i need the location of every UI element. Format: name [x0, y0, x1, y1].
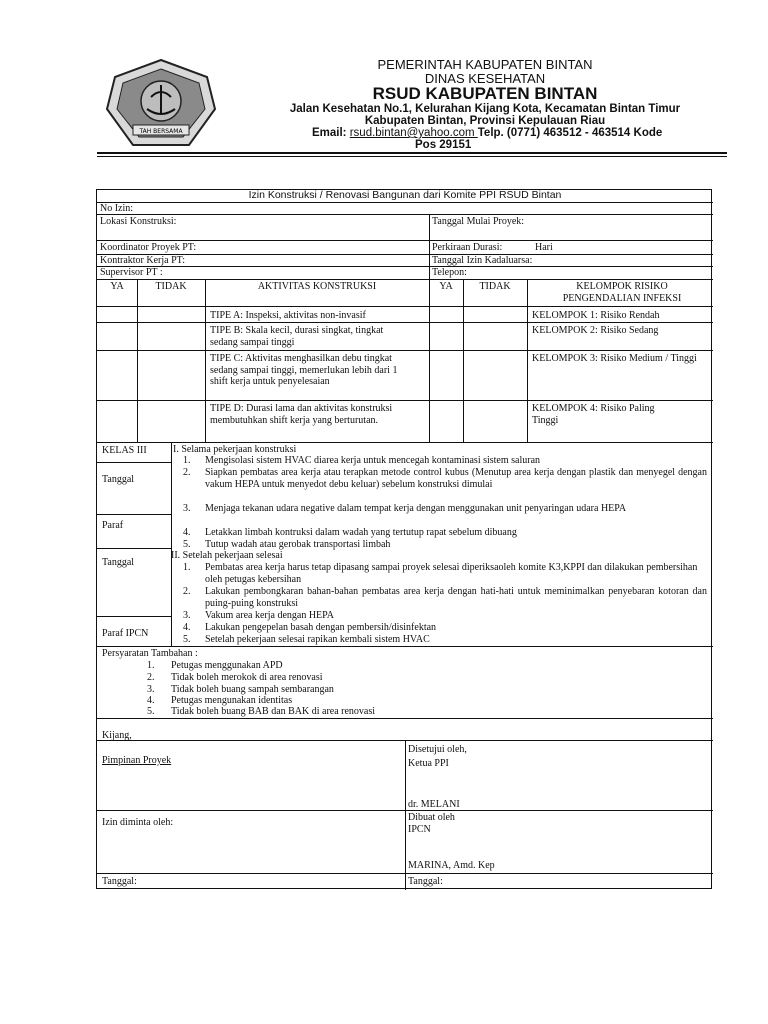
- sec2-item: Vakum area kerja dengan HEPA: [205, 610, 335, 621]
- syarat-item: Tidak boleh buang BAB dan BAK di area renovasi: [171, 706, 376, 717]
- hari-label: Hari: [535, 242, 553, 253]
- col-tidak-2: TIDAK: [479, 281, 511, 292]
- sec1-item: Letakkan limbah kontruksi dalam wadah yang tertutup rapat sebelum dibuang: [205, 527, 517, 538]
- tipe-a: TIPE A: Inspeksi, aktivitas non-invasif: [210, 310, 366, 321]
- phone-text: Telp. (0771) 463512 - 463514 Kode: [477, 127, 663, 139]
- pimpinan-label: Pimpinan Proyek: [102, 755, 172, 766]
- telepon-label: Telepon:: [432, 267, 467, 278]
- disetujui-label: Disetujui oleh,: [408, 744, 467, 755]
- side-paraf: Paraf: [102, 520, 124, 531]
- header-postcode: Pos 29151: [415, 139, 472, 151]
- email-label: Email:: [312, 127, 347, 139]
- tanggal-mulai-label: Tanggal Mulai Proyek:: [432, 216, 525, 227]
- dibuat-label: Dibuat oleh: [408, 812, 455, 823]
- kelompok-2: KELOMPOK 2: Risiko Sedang: [532, 325, 659, 336]
- sec2-item: Lakukan pembongkaran bahan-bahan pembatas area kerja dengan hati-hati untuk meminimalkan penyebaran kotoran dan puing-puing konstruksi: [205, 586, 707, 609]
- koordinator-label: Koordinator Proyek PT:: [100, 242, 197, 253]
- marina-name: MARINA, Amd. Kep: [408, 860, 495, 871]
- sec2-title: II. Setelah pekerjaan selesai: [171, 550, 283, 561]
- logo-text: TAH BERSAMA: [139, 128, 183, 135]
- supervisor-label: Supervisor PT :: [100, 267, 163, 278]
- kontraktor-label: Kontraktor Kerja PT:: [100, 255, 186, 266]
- perkiraan-label: Perkiraan Durasi:: [432, 242, 503, 253]
- col-ya-1: YA: [110, 281, 124, 292]
- header-title: RSUD KABUPATEN BINTAN: [372, 84, 598, 103]
- header-address1: Jalan Kesehatan No.1, Kelurahan Kijang Kota, Kecamatan Bintan Timur: [289, 103, 681, 115]
- tipe-d: TIPE D: Durasi lama dan aktivitas konstruksi membutuhkan shift kerja yang berturutan.: [210, 403, 393, 426]
- header-line2: DINAS KESEHATAN: [424, 71, 546, 86]
- syarat-item: Petugas mengunakan identitas: [171, 695, 293, 706]
- syarat-item: Tidak boleh buang sampah sembarangan: [171, 684, 334, 695]
- col-kelompok: KELOMPOK RISIKO PENGENDALIAN INFEKSI: [562, 281, 682, 304]
- header-line1: PEMERINTAH KABUPATEN BINTAN: [377, 57, 593, 72]
- tanggal-kadaluarsa-label: Tanggal Izin Kadaluarsa:: [432, 255, 533, 266]
- sec2-item: Lakukan pengepelan basah dengan pembersih/disinfektan: [205, 622, 437, 633]
- tanggal-right: Tanggal:: [408, 876, 443, 887]
- tanggal-left: Tanggal:: [102, 876, 137, 887]
- rsud-logo: [103, 57, 219, 151]
- syarat-item: Petugas menggunakan APD: [171, 660, 283, 671]
- col-tidak-1: TIDAK: [155, 281, 187, 292]
- col-aktivitas: AKTIVITAS KONSTRUKSI: [257, 281, 377, 292]
- sec1-item: Siapkan pembatas area kerja atau terapkan metode control kubus (Menutup area kerja dengan plastik dan menyegel dengan vakum HEPA untuk menyedot debu keluar) sebelum konstruksi dimulai: [205, 467, 707, 490]
- sec2-item: Setelah pekerjaan selesai rapikan kembali sistem HVAC: [205, 634, 430, 645]
- tipe-c: TIPE C: Aktivitas menghasilkan debu tingkat sedang sampai tinggi, memerlukan lebih dari 1 shift kerja untuk penyelesaian: [210, 353, 398, 387]
- sec1-title: I. Selama pekerjaan konstruksi: [173, 444, 297, 455]
- dr-name: dr. MELANI: [408, 799, 460, 810]
- side-tanggal-1: Tanggal: [102, 474, 135, 485]
- side-kelas: KELAS III: [102, 445, 147, 456]
- kelompok-4: KELOMPOK 4: Risiko Paling Tinggi: [532, 403, 655, 426]
- syarat-title: Persyaratan Tambahan :: [102, 648, 198, 659]
- kelompok-1: KELOMPOK 1: Risiko Rendah: [532, 310, 660, 321]
- sec2-item: Pembatas area kerja harus tetap dipasang sampai proyek selesai diperiksaoleh komite K3,KPPI dan dilakukan pembersihan oleh petugas kebersihan: [205, 562, 698, 585]
- ketua-label: Ketua PPI: [408, 758, 449, 769]
- syarat-item: Tidak boleh merokok di area renovasi: [171, 672, 323, 683]
- sec1-item: Menjaga tekanan udara negative dalam tempat kerja dengan menggunakan unit penyaringan udara HEPA: [205, 503, 627, 514]
- izin-diminta-label: Izin diminta oleh:: [102, 817, 174, 828]
- sec1-item: Tutup wadah atau gerobak transportasi limbah: [205, 539, 391, 550]
- header-rule: [97, 152, 727, 154]
- side-paraf-ipcn: Paraf IPCN: [102, 628, 149, 639]
- sec1-item: Mengisolasi sistem HVAC diarea kerja untuk mencegah kontaminasi sistem saluran: [205, 455, 541, 466]
- kelompok-3: KELOMPOK 3: Risiko Medium / Tinggi: [532, 353, 697, 364]
- side-tanggal-2: Tanggal: [102, 557, 135, 568]
- header-address2: Kabupaten Bintan, Provinsi Kepulauan Riau: [364, 115, 606, 127]
- lokasi-label: Lokasi Konstruksi:: [100, 216, 177, 227]
- form-title: Izin Konstruksi / Renovasi Bangunan dari Komite PPI RSUD Bintan: [248, 189, 562, 201]
- ipcn-label: IPCN: [408, 824, 431, 835]
- no-izin-label: No Izin:: [100, 203, 134, 214]
- tipe-b: TIPE B: Skala kecil, durasi singkat, tingkat sedang sampai tinggi: [210, 325, 384, 348]
- email-link[interactable]: rsud.bintan@yahoo.com: [349, 127, 478, 139]
- header-rule-thin: [97, 156, 727, 157]
- permit-form: Izin Konstruksi / Renovasi Bangunan dari Komite PPI RSUD Bintan No Izin: Lokasi Konstruksi: Tanggal Mulai Proyek: Koordinator Proyek PT: Perkiraan Durasi: Hari Kontraktor Kerja PT: Tanggal Izin Kadaluarsa: Supervisor PT : Telepon: YA TIDAK AKTIVITAS KONSTRUKSI YA TIDAK KELOMPOK RISIKO PENGENDALIAN INFEKSI TIPE A: Inspeksi, aktivitas non-invasif TIPE B: Skala kecil, durasi singkat, tingkat sedang sampai tinggi TIPE C: Aktivitas menghasilkan debu tingkat sedang sampai tinggi, memerlukan lebih dari 1 shift kerja untuk penyelesaian TIPE D: Durasi lama dan aktivitas konstruksi membutuhkan shift kerja yang berturutan. KELOMPOK 1: Risiko Rendah KELOMPOK 2: Risiko Sedang KELOMPOK 3: Risiko Medium / Tinggi KELOMPOK 4: Risiko Paling Tinggi KELAS III Tanggal Paraf Tanggal Paraf IPCN I. Selama pekerjaan konstruksi 1. Mengisolasi sistem HVAC diarea kerja untuk mencegah kontaminasi sistem saluran 2. Siapkan pembatas area kerja atau terapkan metode control kubus (Menutup area kerja dengan plastik dan menyegel dengan vakum HEPA untuk menyedot debu keluar) sebelum konstruksi dimulai 3. Menjaga tekanan udara negative dalam tempat kerja dengan menggunakan unit penyaringan udara HEPA 4. Letakkan limbah kontruksi dalam wadah yang tertutup rapat sebelum dibuang 5. Tutup wadah atau gerobak transportasi limbah II. Setelah pekerjaan selesai 1. Pembatas area kerja harus tetap dipasang sampai proyek selesai diperiksaoleh komite K3,KPPI dan dilakukan pembersihan oleh petugas kebersihan 2. Lakukan pembongkaran bahan-bahan pembatas area kerja dengan hati-hati untuk meminimalkan penyebaran kotoran dan puing-puing konstruksi 3. Vakum area kerja dengan HEPA 4. Lakukan pengepelan basah dengan pembersih/disinfektan 5. Setelah pekerjaan selesai rapikan kembali sistem HVAC Persyaratan Tambahan : 1. Petugas menggunakan APD 2. Tidak boleh merokok di area renovasi 3. Tidak boleh buang sampah sembarangan 4. Petugas mengunakan identitas 5. Tidak boleh buang BAB dan BAK di area renovasi Kijang, Pimpinan Proyek Disetujui oleh, Ketua PPI dr. MELANI Izin diminta oleh: Dibuat oleh IPCN MARINA, Amd. Kep Tanggal: Tanggal:: [96, 189, 712, 889]
- col-ya-2: YA: [439, 281, 453, 292]
- kijang-label: Kijang,: [102, 730, 132, 741]
- header-contact: [312, 127, 662, 139]
